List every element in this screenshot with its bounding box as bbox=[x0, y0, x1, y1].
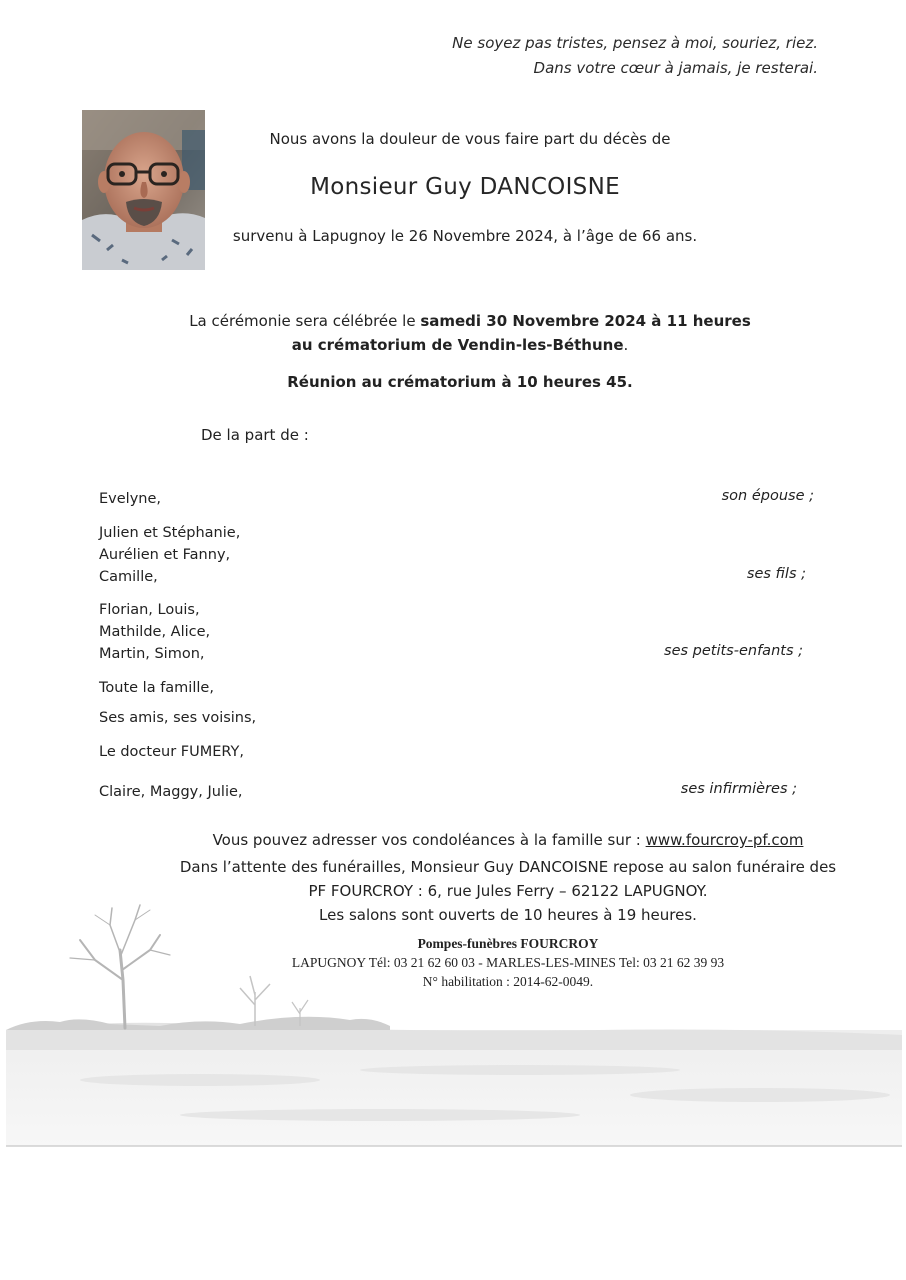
family-name: Mathilde, Alice, bbox=[99, 624, 211, 640]
ceremony-place-suffix: . bbox=[623, 336, 629, 354]
family-name: Florian, Louis, bbox=[99, 602, 200, 618]
family-group-sons bbox=[99, 522, 240, 588]
funeral-home-line-3: Les salons sont ouverts de 10 heures à 19 heures. bbox=[319, 906, 697, 924]
ceremony-line bbox=[170, 312, 770, 330]
family-name: Evelyne, bbox=[99, 491, 161, 507]
ceremony-place: au crématorium de Vendin-les-Béthune bbox=[291, 336, 624, 354]
from-label: De la part de : bbox=[201, 426, 309, 444]
family-group-spouse bbox=[99, 488, 161, 510]
family-group-friends bbox=[99, 707, 256, 729]
death-info: survenu à Lapugnoy le 26 Novembre 2024, à l’âge de 66 ans. bbox=[232, 227, 698, 245]
ceremony-date-time: samedi 30 Novembre 2024 à 11 heures bbox=[420, 312, 751, 330]
relation-nurses: ses infirmières ; bbox=[680, 781, 797, 797]
company-phones: LAPUGNOY Tél: 03 21 62 60 03 - MARLES-LES-MINES Tel: 03 21 62 39 93 bbox=[291, 955, 725, 970]
family-name: Aurélien et Fanny, bbox=[99, 547, 231, 563]
family-name: Camille, bbox=[99, 569, 158, 585]
family-group-all-family bbox=[99, 677, 214, 699]
ceremony-place-line bbox=[160, 336, 760, 354]
relation-spouse: son épouse ; bbox=[721, 488, 814, 504]
reunion-info: Réunion au crématorium à 10 heures 45. bbox=[287, 373, 633, 391]
family-name: Ses amis, ses voisins, bbox=[99, 710, 257, 726]
funeral-home-line-1: Dans l’attente des funérailles, Monsieur Guy DANCOISNE repose au salon funéraire des bbox=[179, 858, 837, 876]
relation-grandchildren: ses petits-enfants ; bbox=[664, 643, 803, 659]
family-name: Le docteur FUMERY, bbox=[99, 744, 245, 760]
funeral-home-line-2: PF FOURCROY : 6, rue Jules Ferry – 62122 LAPUGNOY. bbox=[308, 882, 708, 900]
condolences-text: Vous pouvez adresser vos condoléances à la famille sur : bbox=[212, 831, 646, 849]
family-group-nurses bbox=[99, 781, 243, 803]
poem-line-2: Dans votre cœur à jamais, je resterai. bbox=[533, 59, 818, 77]
portrait-photo bbox=[82, 110, 205, 270]
company-name: Pompes-funèbres FOURCROY bbox=[417, 936, 599, 951]
family-name: Julien et Stéphanie, bbox=[99, 525, 241, 541]
intro-text: Nous avons la douleur de vous faire part du décès de bbox=[269, 130, 671, 148]
family-name: Toute la famille, bbox=[99, 680, 214, 696]
portrait-image bbox=[82, 110, 205, 270]
relation-sons: ses fils ; bbox=[746, 566, 806, 582]
ceremony-prefix: La cérémonie sera célébrée le bbox=[189, 312, 421, 330]
deceased-name: Monsieur Guy DANCOISNE bbox=[310, 174, 620, 200]
website-link[interactable]: www.fourcroy-pf.com bbox=[645, 831, 804, 849]
family-name: Martin, Simon, bbox=[99, 646, 205, 662]
family-group-doctor bbox=[99, 741, 244, 763]
winter-landscape-illustration bbox=[0, 880, 906, 1180]
poem-line-1: Ne soyez pas tristes, pensez à moi, souriez, riez. bbox=[452, 34, 818, 52]
company-habilitation: N° habilitation : 2014-62-0049. bbox=[422, 974, 594, 989]
condolences-line bbox=[150, 831, 866, 849]
family-name: Claire, Maggy, Julie, bbox=[99, 784, 243, 800]
family-group-grandchildren bbox=[99, 599, 210, 665]
